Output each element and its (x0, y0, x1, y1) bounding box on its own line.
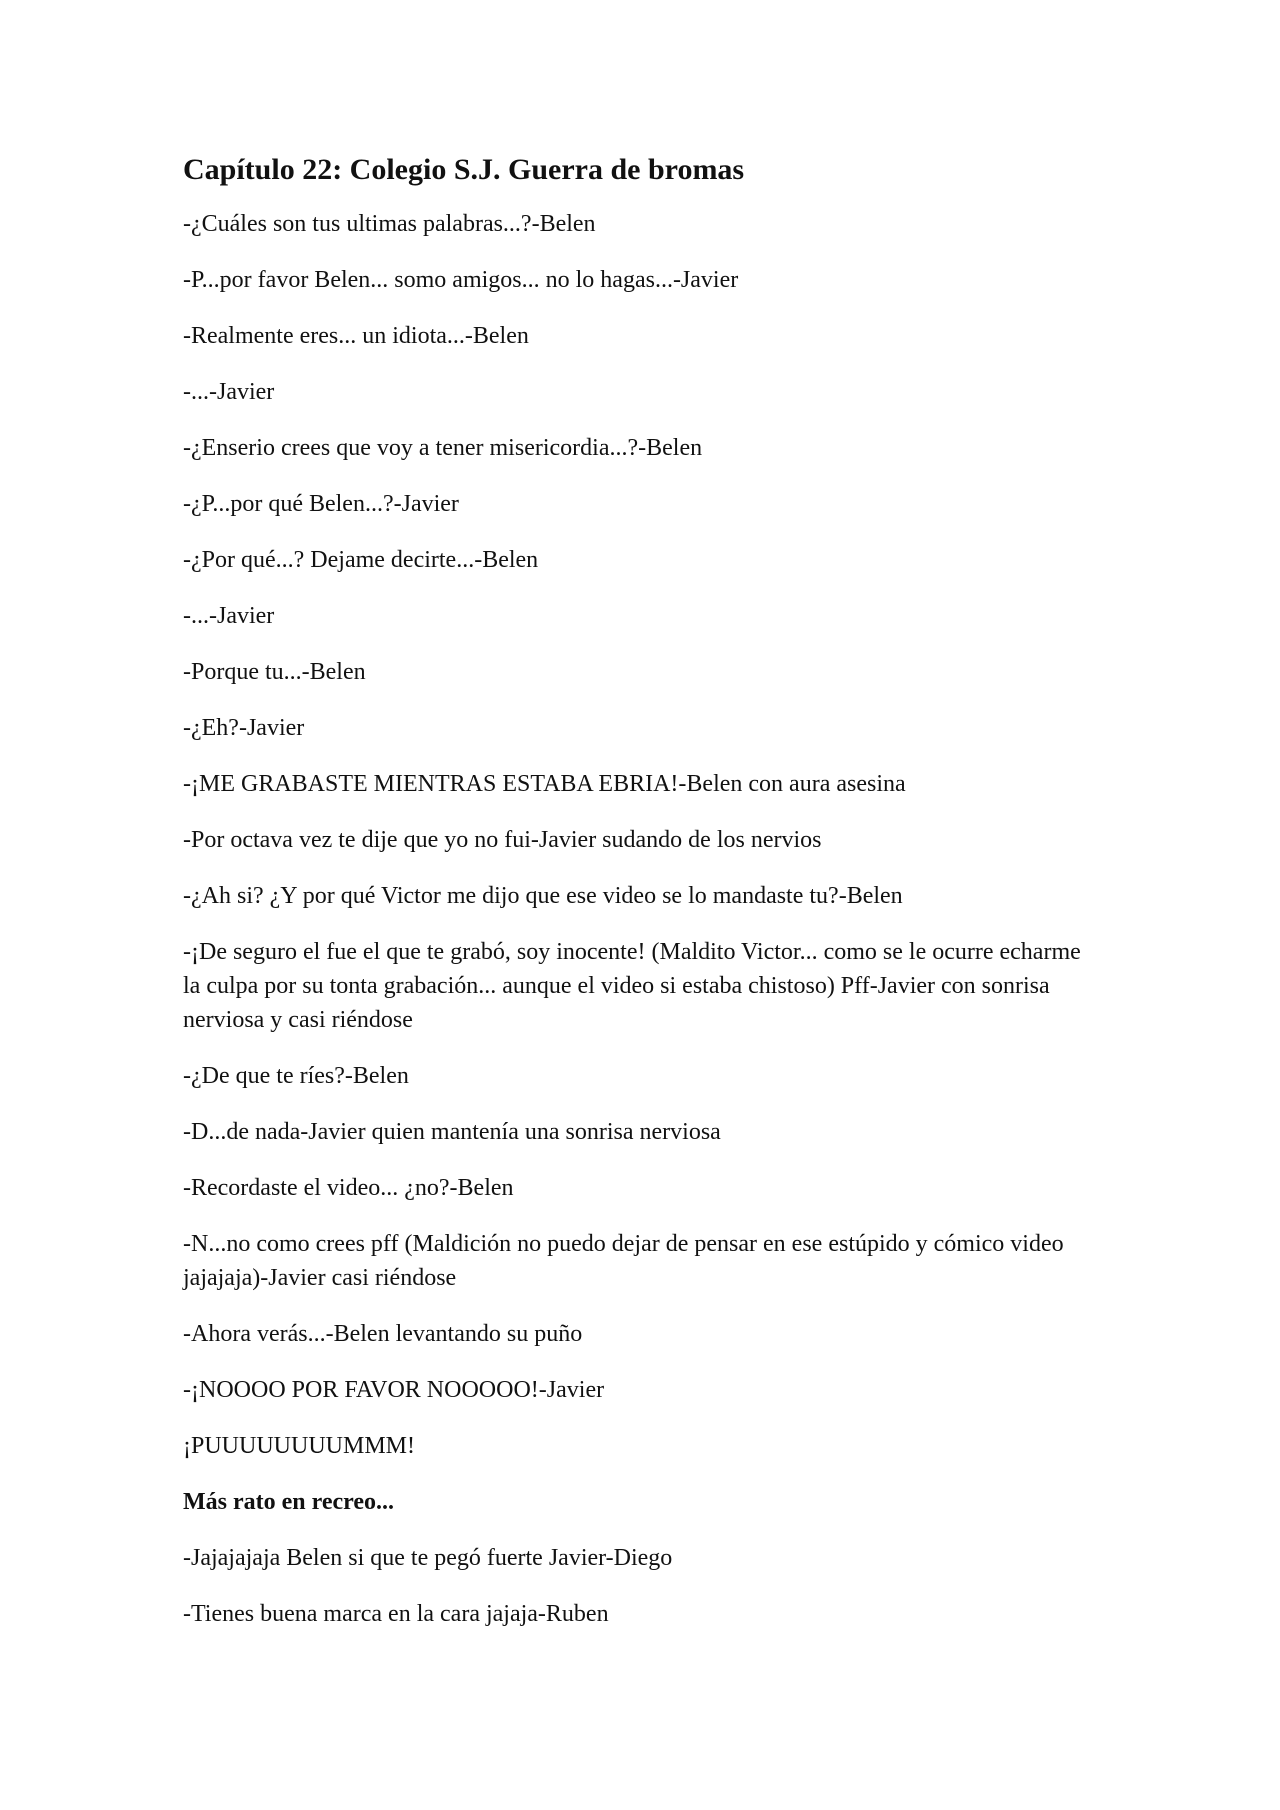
dialogue-line: -...-Javier (183, 603, 275, 629)
dialogue-line: -Jajajajaja Belen si que te pegó fuerte Javier-Diego (183, 1545, 673, 1571)
dialogue-line: -¿Cuáles son tus ultimas palabras...?-Belen (183, 211, 596, 237)
dialogue-line: -¡ME GRABASTE MIENTRAS ESTABA EBRIA!-Belen con aura asesina (183, 771, 906, 797)
dialogue-line: -N...no como crees pff (Maldición no puedo dejar de pensar en ese estúpido y cómico video jajajaja)-Javier casi riéndose (183, 1231, 1064, 1291)
dialogue-line: -¡De seguro el fue el que te grabó, soy inocente! (Maldito Victor... como se le ocurre echarme la culpa por su tonta grabación... aunque el video si estaba chistoso) Pff-Javier con sonrisa nerviosa y casi riéndose (183, 939, 1081, 1033)
dialogue-line: -D...de nada-Javier quien mantenía una sonrisa nerviosa (183, 1119, 721, 1145)
chapter-title: Capítulo 22: Colegio S.J. Guerra de bromas (183, 153, 745, 186)
dialogue-line: -Ahora verás...-Belen levantando su puño (183, 1321, 583, 1347)
dialogue-line: -¿Eh?-Javier (183, 715, 305, 741)
dialogue-line: -¿De que te ríes?-Belen (183, 1063, 409, 1089)
document-body (183, 150, 1103, 1653)
dialogue-line: -Por octava vez te dije que yo no fui-Javier sudando de los nervios (183, 827, 822, 853)
dialogue-line: -Realmente eres... un idiota...-Belen (183, 323, 529, 349)
dialogue-line: -...-Javier (183, 379, 275, 405)
dialogue-line: -Porque tu...-Belen (183, 659, 366, 685)
dialogue-line: -¿Por qué...? Dejame decirte...-Belen (183, 547, 539, 573)
dialogue-line: -¿Ah si? ¿Y por qué Victor me dijo que ese video se lo mandaste tu?-Belen (183, 883, 903, 909)
section-heading: Más rato en recreo... (183, 1489, 395, 1515)
dialogue-line: -¡NOOOO POR FAVOR NOOOOO!-Javier (183, 1377, 605, 1403)
dialogue-line: ¡PUUUUUUUUMMM! (183, 1433, 416, 1459)
dialogue-line: -¿Enserio crees que voy a tener misericordia...?-Belen (183, 435, 703, 461)
dialogue-line: -P...por favor Belen... somo amigos... no lo hagas...-Javier (183, 267, 739, 293)
paragraph-list (183, 207, 1103, 1631)
dialogue-line: -Tienes buena marca en la cara jajaja-Ruben (183, 1601, 609, 1627)
dialogue-line: -¿P...por qué Belen...?-Javier (183, 491, 459, 517)
dialogue-line: -Recordaste el video... ¿no?-Belen (183, 1175, 514, 1201)
